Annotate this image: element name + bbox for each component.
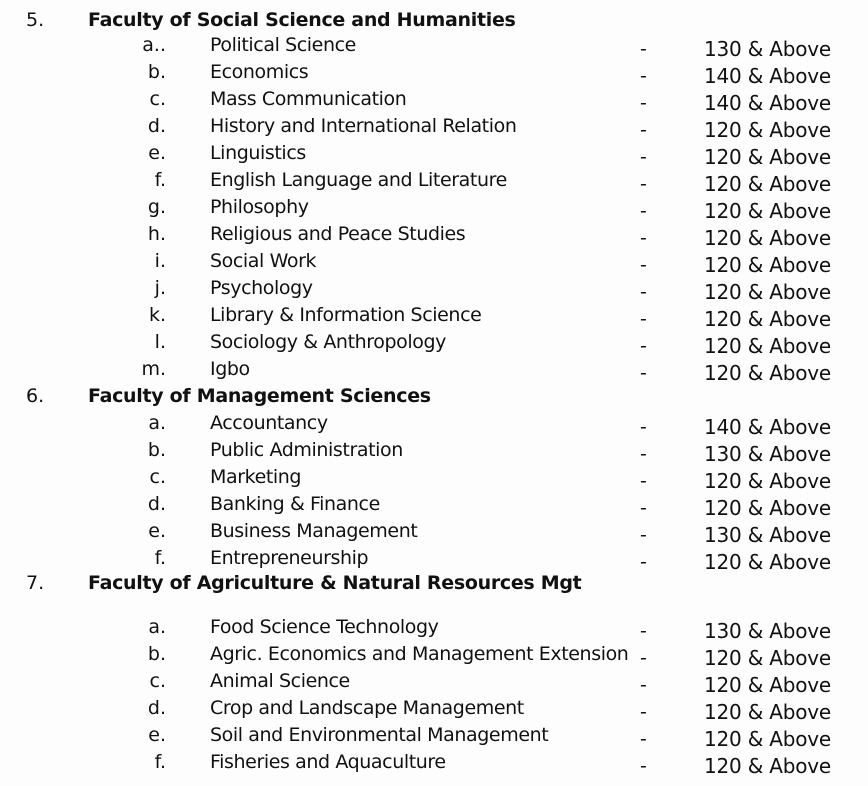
separator-dash: - bbox=[640, 647, 647, 669]
course-row bbox=[0, 357, 868, 384]
course-name: English Language and Literature bbox=[210, 169, 507, 191]
course-name: Philosophy bbox=[210, 196, 309, 218]
course-letter: d. bbox=[147, 493, 166, 515]
faculty-number: 5. bbox=[26, 9, 45, 31]
cutoff-score: 130 & Above bbox=[704, 523, 832, 547]
faculty-heading bbox=[0, 382, 868, 410]
course-letter: j. bbox=[154, 277, 166, 299]
course-letter: g. bbox=[147, 196, 166, 218]
faculty-title: Faculty of Management Sciences bbox=[88, 385, 431, 407]
course-name: Library & Information Science bbox=[210, 304, 482, 326]
cutoff-score: 120 & Above bbox=[704, 550, 832, 574]
faculty-title: Faculty of Social Science and Humanities bbox=[88, 9, 516, 31]
separator-dash: - bbox=[640, 335, 647, 357]
separator-dash: - bbox=[640, 254, 647, 276]
separator-dash: - bbox=[640, 65, 647, 87]
course-row bbox=[0, 465, 868, 492]
course-name: Mass Communication bbox=[210, 88, 407, 110]
course-letter: m. bbox=[141, 358, 166, 380]
cutoff-score: 120 & Above bbox=[704, 172, 832, 196]
course-letter: i. bbox=[154, 250, 166, 272]
course-letter: c. bbox=[149, 466, 166, 488]
course-row bbox=[0, 60, 868, 87]
course-letter: a. bbox=[148, 616, 166, 638]
course-name: Marketing bbox=[210, 466, 302, 488]
course-name: Economics bbox=[210, 61, 309, 83]
course-row bbox=[0, 114, 868, 141]
cutoff-score: 130 & Above bbox=[704, 442, 832, 466]
course-letter: d. bbox=[147, 115, 166, 137]
course-row bbox=[0, 669, 868, 696]
cutoff-score: 120 & Above bbox=[704, 280, 832, 304]
separator-dash: - bbox=[640, 119, 647, 141]
course-letter: k. bbox=[148, 304, 166, 326]
course-row bbox=[0, 615, 868, 642]
cutoff-score: 120 & Above bbox=[704, 727, 832, 751]
course-row bbox=[0, 642, 868, 669]
course-letter: e. bbox=[148, 520, 166, 542]
course-row bbox=[0, 195, 868, 222]
cutoff-score: 130 & Above bbox=[704, 37, 832, 61]
course-letter: f. bbox=[154, 547, 166, 569]
course-name: Political Science bbox=[210, 34, 356, 56]
course-row bbox=[0, 696, 868, 723]
course-name: Business Management bbox=[210, 520, 418, 542]
course-letter: l. bbox=[154, 331, 166, 353]
course-name: Banking & Finance bbox=[210, 493, 380, 515]
course-name: Public Administration bbox=[210, 439, 403, 461]
faculty-heading bbox=[0, 569, 868, 597]
separator-dash: - bbox=[640, 281, 647, 303]
separator-dash: - bbox=[640, 497, 647, 519]
course-name: Linguistics bbox=[210, 142, 306, 164]
course-letter: e. bbox=[148, 724, 166, 746]
faculty-number: 7. bbox=[26, 572, 45, 594]
course-name: Sociology & Anthropology bbox=[210, 331, 446, 353]
cutoff-score: 120 & Above bbox=[704, 118, 832, 142]
course-letter: b. bbox=[147, 61, 166, 83]
separator-dash: - bbox=[640, 470, 647, 492]
course-name: Accountancy bbox=[210, 412, 328, 434]
separator-dash: - bbox=[640, 443, 647, 465]
course-letter: f. bbox=[154, 751, 166, 773]
cutoff-score: 120 & Above bbox=[704, 253, 832, 277]
separator-dash: - bbox=[640, 227, 647, 249]
cutoff-score: 120 & Above bbox=[704, 646, 832, 670]
course-name: History and International Relation bbox=[210, 115, 517, 137]
course-row bbox=[0, 723, 868, 750]
course-letter: b. bbox=[147, 643, 166, 665]
cutoff-score: 120 & Above bbox=[704, 307, 832, 331]
course-row bbox=[0, 438, 868, 465]
course-row bbox=[0, 249, 868, 276]
course-row bbox=[0, 141, 868, 168]
course-row bbox=[0, 492, 868, 519]
course-letter: e. bbox=[148, 142, 166, 164]
course-row bbox=[0, 168, 868, 195]
separator-dash: - bbox=[640, 674, 647, 696]
cutoff-score: 130 & Above bbox=[704, 619, 832, 643]
course-letter: a.. bbox=[142, 34, 166, 56]
separator-dash: - bbox=[640, 38, 647, 60]
separator-dash: - bbox=[640, 620, 647, 642]
course-letter: a. bbox=[148, 412, 166, 434]
separator-dash: - bbox=[640, 701, 647, 723]
cutoff-score: 120 & Above bbox=[704, 361, 832, 385]
cutoff-score: 120 & Above bbox=[704, 226, 832, 250]
course-letter: c. bbox=[149, 670, 166, 692]
course-name: Fisheries and Aquaculture bbox=[210, 751, 446, 773]
course-name: Psychology bbox=[210, 277, 313, 299]
course-name: Agric. Economics and Management Extension bbox=[210, 643, 629, 665]
course-name: Food Science Technology bbox=[210, 616, 439, 638]
separator-dash: - bbox=[640, 200, 647, 222]
cutoff-score: 120 & Above bbox=[704, 673, 832, 697]
faculty-heading bbox=[0, 6, 868, 34]
cutoff-score: 120 & Above bbox=[704, 754, 832, 778]
course-letter: f. bbox=[154, 169, 166, 191]
separator-dash: - bbox=[640, 173, 647, 195]
course-name: Crop and Landscape Management bbox=[210, 697, 524, 719]
cutoff-score: 120 & Above bbox=[704, 496, 832, 520]
course-row bbox=[0, 222, 868, 249]
separator-dash: - bbox=[640, 755, 647, 777]
cutoff-score: 120 & Above bbox=[704, 145, 832, 169]
course-name: Social Work bbox=[210, 250, 317, 272]
faculty-number: 6. bbox=[26, 385, 45, 407]
separator-dash: - bbox=[640, 308, 647, 330]
course-row bbox=[0, 87, 868, 114]
cutoff-score: 120 & Above bbox=[704, 700, 832, 724]
course-name: Soil and Environmental Management bbox=[210, 724, 549, 746]
course-row bbox=[0, 303, 868, 330]
cutoff-score: 120 & Above bbox=[704, 469, 832, 493]
separator-dash: - bbox=[640, 416, 647, 438]
separator-dash: - bbox=[640, 146, 647, 168]
separator-dash: - bbox=[640, 362, 647, 384]
separator-dash: - bbox=[640, 92, 647, 114]
course-row bbox=[0, 519, 868, 546]
cutoff-score: 140 & Above bbox=[704, 64, 832, 88]
course-row bbox=[0, 330, 868, 357]
separator-dash: - bbox=[640, 524, 647, 546]
separator-dash: - bbox=[640, 728, 647, 750]
course-row bbox=[0, 33, 868, 60]
course-name: Religious and Peace Studies bbox=[210, 223, 466, 245]
faculty-title: Faculty of Agriculture & Natural Resources Mgt bbox=[88, 572, 582, 594]
cutoff-score: 140 & Above bbox=[704, 91, 832, 115]
course-name: Entrepreneurship bbox=[210, 547, 369, 569]
separator-dash: - bbox=[640, 551, 647, 573]
course-letter: c. bbox=[149, 88, 166, 110]
course-letter: b. bbox=[147, 439, 166, 461]
course-name: Igbo bbox=[210, 358, 250, 380]
course-row bbox=[0, 750, 868, 777]
course-name: Animal Science bbox=[210, 670, 350, 692]
cutoff-score: 120 & Above bbox=[704, 199, 832, 223]
cutoff-score: 120 & Above bbox=[704, 334, 832, 358]
course-row bbox=[0, 411, 868, 438]
course-letter: h. bbox=[147, 223, 166, 245]
course-letter: d. bbox=[147, 697, 166, 719]
course-row bbox=[0, 276, 868, 303]
cutoff-score: 140 & Above bbox=[704, 415, 832, 439]
